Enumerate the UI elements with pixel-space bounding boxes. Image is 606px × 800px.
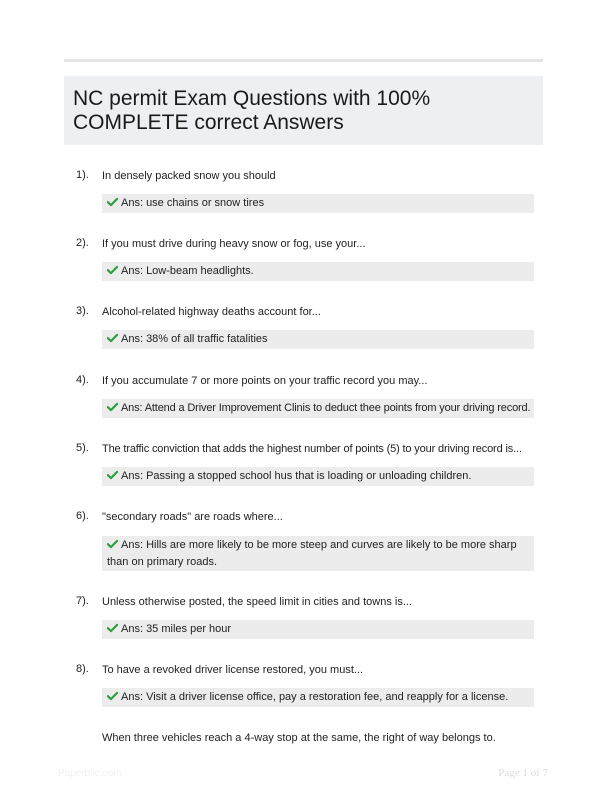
answer-text: Ans: Low-beam headlights. xyxy=(121,265,254,277)
check-icon xyxy=(107,623,118,633)
answer-text: Ans: use chains or snow tires xyxy=(121,197,265,209)
question-number: 3). xyxy=(76,305,89,317)
check-icon xyxy=(107,265,118,275)
top-divider xyxy=(64,59,543,62)
page-title xyxy=(73,87,430,135)
question-text: To have a revoked driver license restored, you must... xyxy=(102,664,364,676)
question-number: 4). xyxy=(76,374,89,386)
question-number: 6). xyxy=(76,510,89,522)
answer-text: Ans: 38% of all traffic fatalities xyxy=(121,333,268,345)
answer-box xyxy=(102,194,534,213)
check-icon xyxy=(107,539,118,549)
answer-text: Ans: Passing a stopped school hus that is loading or unloading children. xyxy=(121,470,472,482)
question-text: Unless otherwise posted, the speed limit in cities and towns is... xyxy=(102,596,412,608)
title-line-2: COMPLETE correct Answers xyxy=(73,111,344,134)
title-line-1: NC permit Exam Questions with 100% xyxy=(73,87,431,110)
question-number: 7). xyxy=(76,595,89,607)
question-text: In densely packed snow you should xyxy=(102,170,276,182)
question-text: Alcohol-related highway deaths account for... xyxy=(102,306,321,318)
watermark: Paperblic.com xyxy=(58,768,122,779)
question-text: If you must drive during heavy snow or fog, use your... xyxy=(102,238,366,250)
answer-box xyxy=(102,620,534,639)
answer-box xyxy=(102,536,534,571)
question-number: 2). xyxy=(76,237,89,249)
page-number: Page 1 of 7 xyxy=(498,767,548,779)
question-number: 1). xyxy=(76,169,89,181)
question-text: The traffic conviction that adds the highest number of points (5) to your driving record is... xyxy=(102,443,522,455)
question-text-continued: When three vehicles reach a 4-way stop at the same, the right of way belongs to. xyxy=(102,732,496,744)
check-icon xyxy=(107,197,118,207)
question-number: 8). xyxy=(76,663,89,675)
check-icon xyxy=(107,402,118,412)
title-banner xyxy=(64,76,543,145)
answer-box xyxy=(102,262,534,281)
answer-box xyxy=(102,330,534,349)
answer-box xyxy=(102,688,534,707)
question-text: If you accumulate 7 or more points on your traffic record you may... xyxy=(102,375,428,387)
answer-text: Ans: Attend a Driver Improvement Clinis to deduct thee points from your driving record. xyxy=(121,402,531,414)
check-icon xyxy=(107,691,118,701)
answer-text: Ans: Visit a driver license office, pay a restoration fee, and reapply for a license. xyxy=(121,691,509,703)
answer-box xyxy=(102,399,534,418)
check-icon xyxy=(107,333,118,343)
answer-box xyxy=(102,467,534,486)
answer-text: Ans: Hills are more likely to be more steep and curves are likely to be more sharp than on primary roads. xyxy=(107,539,517,568)
question-text: "secondary roads" are roads where... xyxy=(102,511,283,523)
check-icon xyxy=(107,470,118,480)
question-number: 5). xyxy=(76,442,89,454)
answer-text: Ans: 35 miles per hour xyxy=(121,623,232,635)
